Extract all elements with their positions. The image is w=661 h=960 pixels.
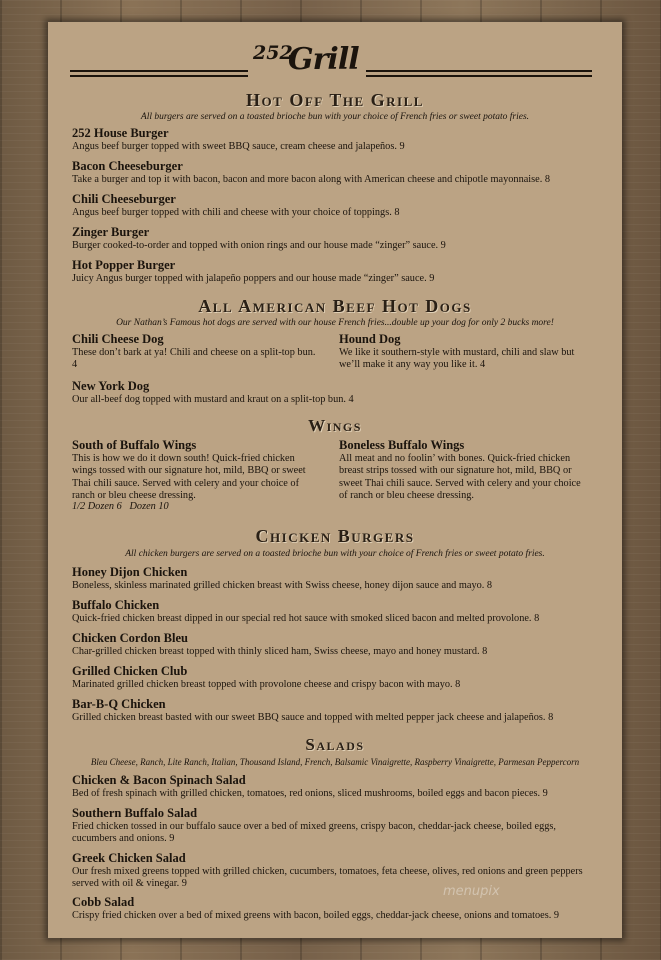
menu-item-name: Hound Dog: [339, 332, 401, 346]
menu-item-name: Zinger Burger: [72, 225, 150, 239]
menu-item-name: Grilled Chicken Club: [72, 664, 188, 678]
menu-item-name: Chili Cheese Dog: [72, 332, 164, 346]
section-subtitle-dogs: Our Nathan’s Famous hot dogs are served with our house French fries...double up your dog for only 2 bucks more!: [116, 318, 554, 328]
menu-item-name: Bar-B-Q Chicken: [72, 697, 166, 711]
section-title-chicken: Chicken Burgers: [255, 526, 415, 546]
menu-item-name: Honey Dijon Chicken: [72, 565, 188, 579]
menu-item-desc: These don’t bark at ya! Chili and cheese on a split-top bun. 4: [72, 347, 316, 371]
menu-item-name: Bacon Cheeseburger: [72, 159, 183, 173]
menu-item-desc: Our all-beef dog topped with mustard and kraut on a split-top bun. 4: [72, 394, 354, 405]
menu-item-name: South of Buffalo Wings: [72, 438, 197, 452]
menu-item-name: Boneless Buffalo Wings: [339, 438, 465, 452]
menu-item-desc: We like it southern-style with mustard, chili and slaw but we’ll make it any way you like it. 4: [339, 347, 575, 371]
menu-item-name: 252 House Burger: [72, 126, 169, 140]
menu-card: [48, 22, 622, 938]
section-subtitle-chicken: All chicken burgers are served on a toasted brioche bun with your choice of French fries or sweet potato fries.: [125, 549, 545, 559]
menu-item-desc: Angus beef burger topped with sweet BBQ sauce, cream cheese and jalapeños. 9: [72, 141, 405, 152]
section-title-wings: Wings: [308, 416, 362, 435]
menu-item-desc: Boneless, skinless marinated grilled chicken breast with Swiss cheese, honey dijon sauce and mayo. 8: [72, 580, 493, 591]
menu-item-desc: Crispy fried chicken over a bed of mixed greens with bacon, boiled eggs, cheddar-jack cheese, onions and tomatoes. 9: [72, 910, 560, 921]
logo: [48, 36, 622, 88]
menu-item-desc: Char-grilled chicken breast topped with thinly sliced ham, Swiss cheese, mayo and honey mustard. 8: [72, 646, 488, 657]
section-title-dogs: All American Beef Hot Dogs: [198, 296, 472, 316]
menu-item-name: Chicken & Bacon Spinach Salad: [72, 773, 246, 787]
menu-item-name: Hot Popper Burger: [72, 258, 176, 272]
logo-number: 252: [253, 42, 293, 64]
watermark: menupix: [443, 884, 500, 899]
menu-item-name: Chili Cheeseburger: [72, 192, 176, 206]
menu-item-desc: Grilled chicken breast basted with our sweet BBQ sauce and topped with melted pepper jack cheese and jalapeños. 8: [72, 712, 554, 723]
section-subtitle-salads: Bleu Cheese, Ranch, Lite Ranch, Italian, Thousand Island, French, Balsamic Vinaigrette, Raspberry Vinaigrette, Parmesan Peppercorn: [90, 757, 580, 767]
menu-item-desc: Marinated grilled chicken breast topped with provolone cheese and crispy bacon with mayo. 8: [72, 679, 461, 690]
menu-item-desc: All meat and no foolin’ with bones. Quick-fried chicken breast strips tossed with our signature hot, mild, BBQ or sweet Thai chili sauce. Served with celery and your choice of ranch or bleu cheese dressing.: [339, 453, 581, 502]
menu-item-name: Southern Buffalo Salad: [72, 806, 198, 820]
menu-item-desc: Angus beef burger topped with chili and cheese with your choice of toppings. 8: [72, 207, 400, 218]
section-title-salads: Salads: [305, 735, 365, 754]
menu-item-desc: Fried chicken tossed in our buffalo sauce over a bed of mixed greens, crispy bacon, cheddar-jack cheese, boiled eggs, cucumbers and onions. 9: [72, 821, 556, 845]
menu-item-name: New York Dog: [72, 379, 150, 393]
menu-item-desc: Burger cooked-to-order and topped with onion rings and our house made “zinger” sauce. 9: [72, 240, 446, 251]
menu-item-desc: Our fresh mixed greens topped with grilled chicken, cucumbers, tomatoes, feta cheese, olives, red onions and green peppers served with oil & vinegar. 9: [72, 866, 583, 890]
menu-item-name: Cobb Salad: [72, 895, 135, 909]
section-subtitle-grill: All burgers are served on a toasted brioche bun with your choice of French fries or sweet potato fries.: [140, 112, 530, 122]
menu-item-desc: Take a burger and top it with bacon, bacon and more bacon along with American cheese and chipotle mayonnaise. 8: [72, 174, 551, 185]
menu-item-price: 1/2 Dozen 6 Dozen 10: [72, 501, 169, 512]
menu-item-desc: Juicy Angus burger topped with jalapeño poppers and our house made “zinger” sauce. 9: [72, 273, 435, 284]
menu-item-name: Greek Chicken Salad: [72, 851, 186, 865]
menu-item-name: Buffalo Chicken: [72, 598, 160, 612]
menu-item-desc: This is how we do it down south! Quick-fried chicken wings tossed with our signature hot, mild, BBQ or sweet Thai chili sauce. Served with celery and your choice of ranch or bleu cheese dressing.: [72, 453, 306, 502]
logo-word: Grill: [288, 42, 359, 77]
menu-item-desc: Quick-fried chicken breast dipped in our special red hot sauce with smoked sliced bacon and melted provolone. 8: [72, 613, 540, 624]
menu-item-name: Chicken Cordon Bleu: [72, 631, 188, 645]
section-title-grill: Hot Off The Grill: [246, 90, 424, 110]
menu-item-desc: Bed of fresh spinach with grilled chicken, tomatoes, red onions, sliced mushrooms, boiled eggs and bacon pieces. 9: [72, 788, 548, 799]
